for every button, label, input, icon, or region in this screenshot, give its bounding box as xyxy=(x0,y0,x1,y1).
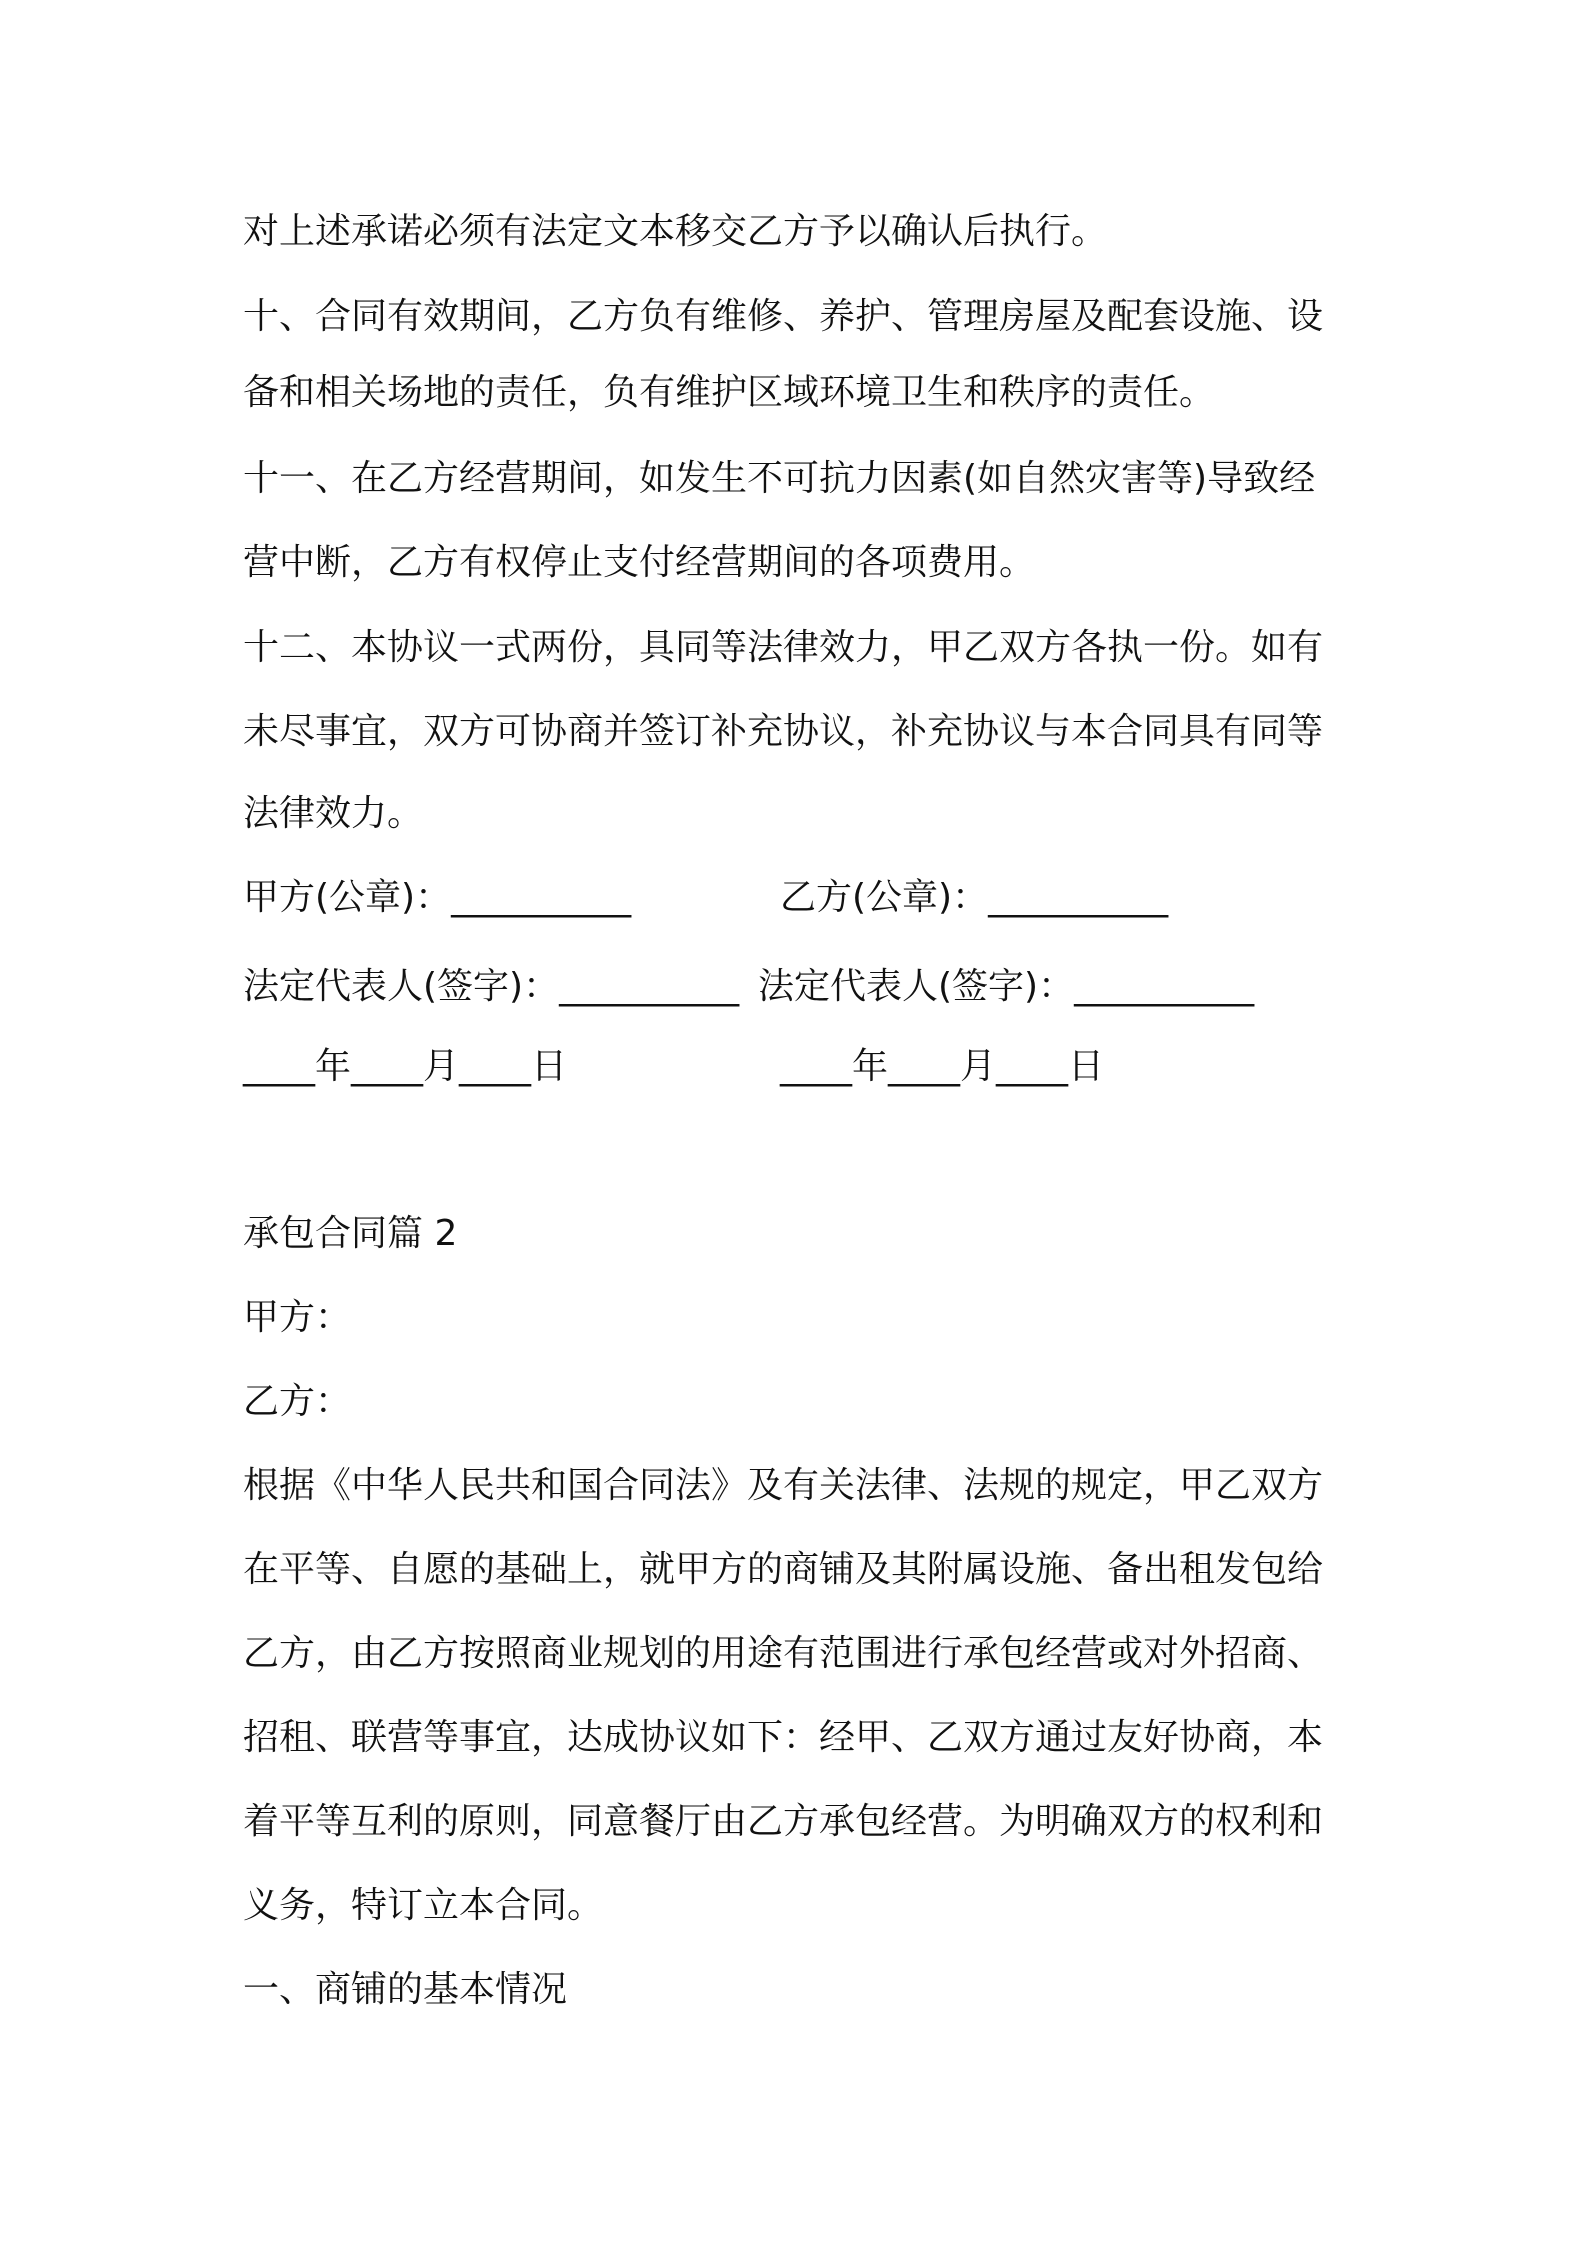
clause-11-line-2: 营中断，乙方有权停止支付经营期间的各项费用。 xyxy=(243,542,1036,583)
party-a-seal-line: 甲方(公章)：__________ xyxy=(243,877,632,918)
clause-12-line-3: 法律效力。 xyxy=(243,793,424,834)
party-b-label: 乙方： xyxy=(243,1381,352,1422)
party-a-label: 甲方： xyxy=(243,1297,352,1338)
section-1-heading: 一、商铺的基本情况 xyxy=(243,1969,568,2010)
preamble-line-6: 义务，特订立本合同。 xyxy=(243,1885,604,1926)
date-a-line: ____年____月____日 xyxy=(243,1046,568,1087)
section-title: 承包合同篇 2 xyxy=(243,1213,458,1254)
preamble-line-4: 招租、联营等事宜，达成协议如下：经甲、乙双方通过友好协商，本 xyxy=(243,1717,1324,1758)
date-b-line: ____年____月____日 xyxy=(780,1046,1105,1087)
clause-11-line-1: 十一、在乙方经营期间，如发生不可抗力因素(如自然灾害等)导致经 xyxy=(243,458,1316,499)
clause-10-line-2: 备和相关场地的责任，负有维护区域环境卫生和秩序的责任。 xyxy=(243,372,1216,413)
rep-b-signature-line: 法定代表人(签字)：__________ xyxy=(758,966,1255,1007)
preamble-line-3: 乙方，由乙方按照商业规划的用途有范围进行承包经营或对外招商、 xyxy=(243,1633,1324,1674)
preamble-line-5: 着平等互利的原则，同意餐厅由乙方承包经营。为明确双方的权利和 xyxy=(243,1801,1324,1842)
rep-a-signature-line: 法定代表人(签字)：__________ xyxy=(243,966,740,1007)
clause-12-line-1: 十二、本协议一式两份，具同等法律效力，甲乙双方各执一份。如有 xyxy=(243,627,1324,668)
clause-10-line-1: 十、合同有效期间，乙方负有维修、养护、管理房屋及配套设施、设 xyxy=(243,296,1324,337)
party-b-seal-line: 乙方(公章)：__________ xyxy=(780,877,1169,918)
clause-12-line-2: 未尽事宜，双方可协商并签订补充协议，补充协议与本合同具有同等 xyxy=(243,711,1324,752)
paragraph-line: 对上述承诺必须有法定文本移交乙方予以确认后执行。 xyxy=(243,211,1108,252)
preamble-line-1: 根据《中华人民共和国合同法》及有关法律、法规的规定，甲乙双方 xyxy=(243,1465,1324,1506)
preamble-line-2: 在平等、自愿的基础上，就甲方的商铺及其附属设施、备出租发包给 xyxy=(243,1549,1324,1590)
